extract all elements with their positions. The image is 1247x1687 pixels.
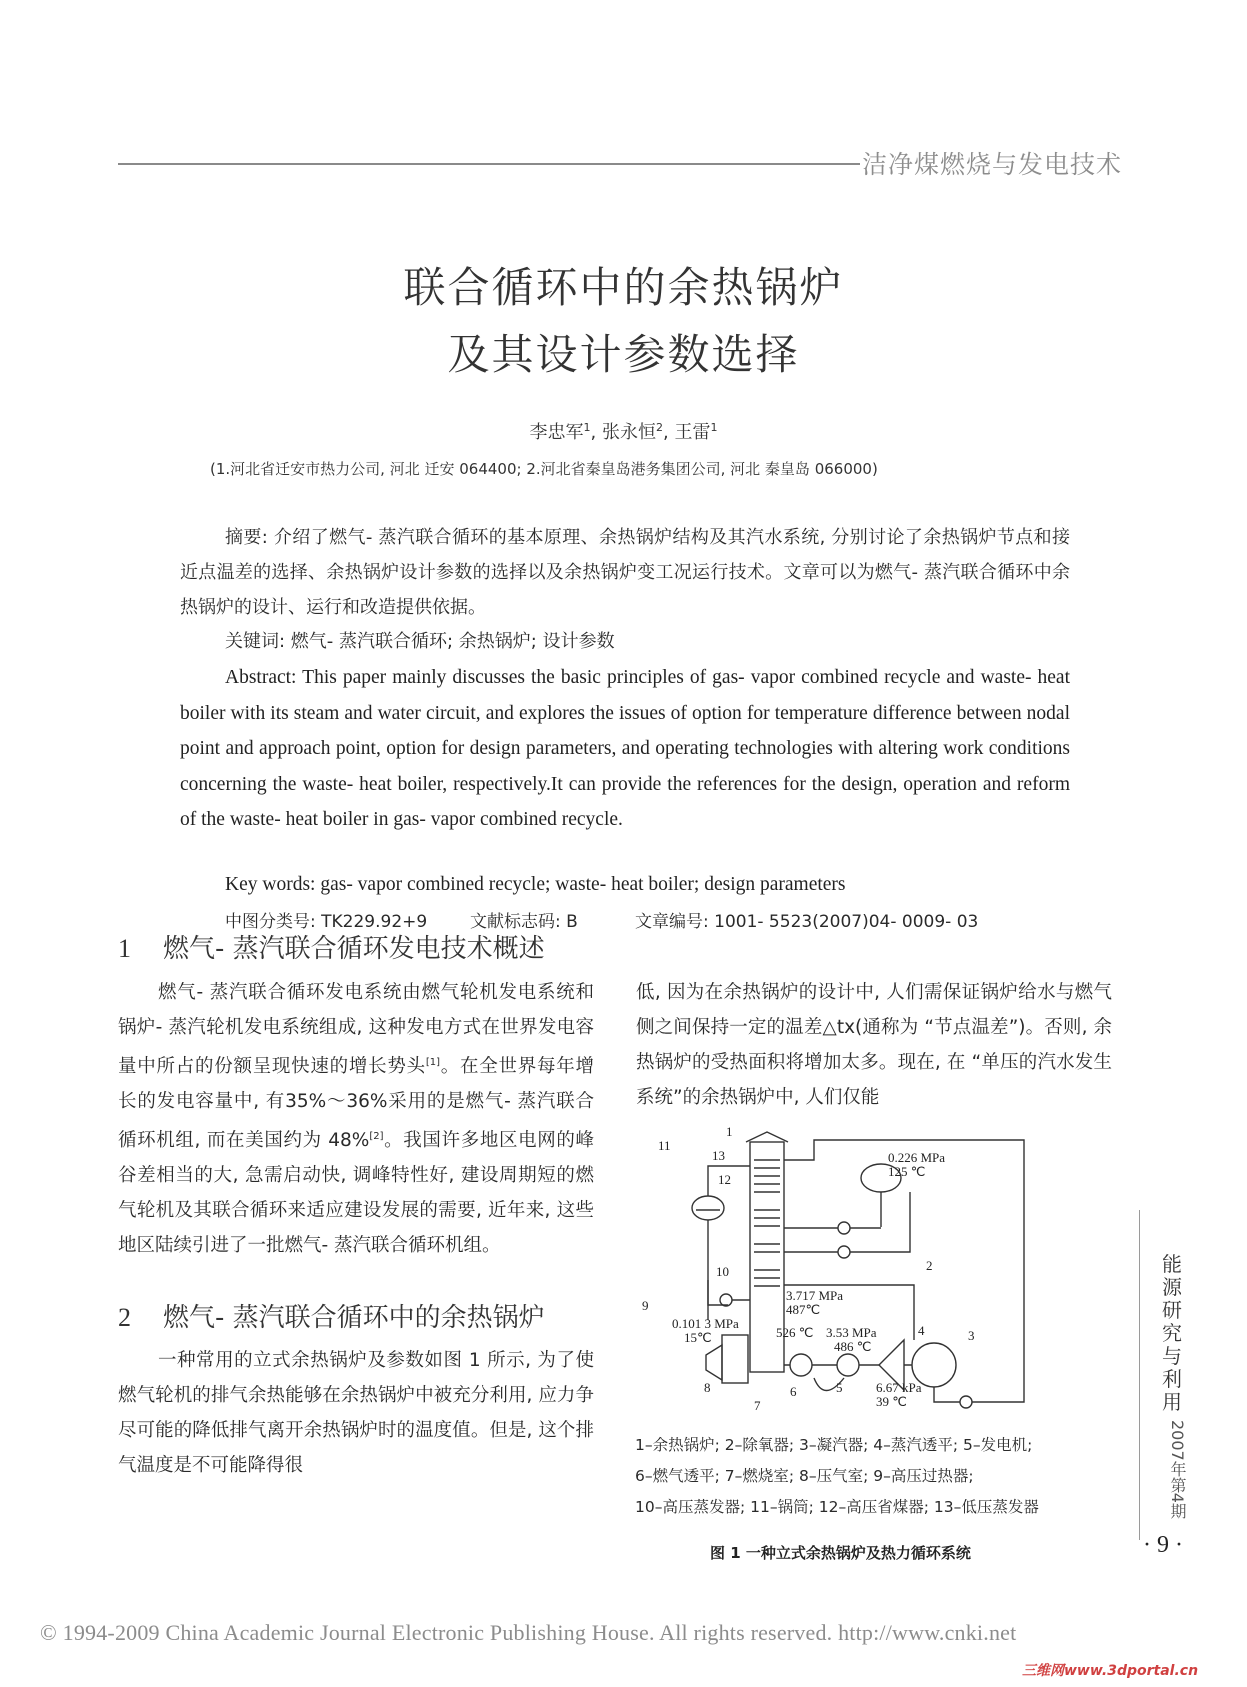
pump (960, 1396, 972, 1408)
affiliation: (1.河北省迁安市热力公司, 河北 迁安 064400; 2.河北省秦皇岛港务集团公司, 河北 秦皇岛 066000) (210, 460, 878, 478)
figure-legend-line: 10–高压蒸发器; 11–锅筒; 12–高压省煤器; 13–低压蒸发器 (635, 1498, 1039, 1516)
section-2-heading (118, 1297, 545, 1334)
section-1-heading (118, 928, 545, 965)
component-number: 8 (704, 1380, 711, 1395)
author-name: 王雷 (674, 422, 711, 443)
citation: [2] (369, 1131, 384, 1143)
component-number: 6 (790, 1384, 797, 1399)
component-number: 1 (726, 1124, 733, 1139)
label-hp-temp: 487℃ (786, 1302, 821, 1317)
author-ref: 1 (710, 421, 718, 434)
component-number: 4 (918, 1323, 925, 1338)
page-number: · 9 · (1143, 1532, 1183, 1558)
label-inlet-pressure: 0.101 3 MPa (672, 1316, 739, 1331)
figure-legend-line: 6–燃气透平; 7–燃烧室; 8–压气室; 9–高压过热器; (635, 1467, 974, 1485)
label-condenser-temp: 39 ℃ (876, 1394, 907, 1409)
section-number: 2 (118, 1303, 131, 1332)
citation: [1] (425, 1057, 441, 1068)
component-number: 7 (754, 1398, 761, 1413)
pump (838, 1246, 850, 1258)
paper-title-line-2: 及其设计参数选择 (447, 330, 800, 379)
generator (790, 1354, 812, 1376)
clc-number: 中图分类号: TK229.92+9 (225, 912, 428, 932)
text-run: 。在全世界每年增长的发电容量中, 有35%～36%采用的是燃气- 蒸汽联合循环机组, 而在美国约为 48% (118, 1056, 594, 1152)
figure-caption: 图 1 一种立式余热锅炉及热力循环系统 (710, 1544, 971, 1562)
section-title: 燃气- 蒸汽联合循环发电技术概述 (163, 934, 545, 964)
section-number: 1 (118, 934, 131, 963)
component-number: 5 (836, 1380, 843, 1395)
sidebar-rule (1139, 1210, 1140, 1540)
journal-name: 能源研究与利用 (1162, 1252, 1182, 1414)
label-deaerator-temp: 125 ℃ (888, 1164, 926, 1179)
label-condenser-pressure: 6.67 kPa (876, 1380, 922, 1395)
boiler-top (746, 1132, 788, 1142)
author-ref: 1 (583, 421, 591, 434)
abstract-english: Abstract: This paper mainly discusses the basic principles of gas- vapor combined recycle and waste- heat boiler with its steam and water circuit, and explores the issues of option for temperature difference between nodal point and approach point, option for design parameters, and operating technologies with altering work conditions concerning the waste- heat boiler, respectively.It can provide the references for the design, operation and reform of the waste- heat boiler in gas- vapor combined recycle. (180, 667, 1070, 830)
document-code: 文献标志码: B (470, 912, 578, 932)
authors: 李忠军$^1$, 张永恒$^2$, 王雷$^1$ (529, 421, 718, 443)
abstract-chinese: 摘要: 介绍了燃气- 蒸汽联合循环的基本原理、余热锅炉结构及其汽水系统, 分别讨论了余热锅炉节点和接近点温差的选择、余热锅炉设计参数的选择以及余热锅炉变工况运行技术。文章可以为燃气- 蒸汽联合循环中余热锅炉的设计、运行和改造提供依据。 (180, 527, 1070, 618)
label-hp-pressure: 3.717 MPa (786, 1288, 844, 1303)
section-2-paragraph: 一种常用的立式余热锅炉及参数如图 1 所示, 为了使燃气轮机的排气余热能够在余热锅炉中被充分利用, 应力争尽可能的降低排气离开余热锅炉时的温度值。但是, 这个排气温度是不可能降得很 (118, 1350, 594, 1476)
pump (838, 1222, 850, 1234)
author-name: 李忠军 (529, 422, 584, 443)
right-column-paragraph: 低, 因为在余热锅炉的设计中, 人们需保证锅炉给水与燃气侧之间保持一定的温差△tx(通称为 “节点温差”)。否则, 余热锅炉的受热面积将增加太多。现在, 在 “单压的汽水发生系统”的余热锅炉中, 人们仅能 (636, 982, 1112, 1108)
figure-legend-line: 1–余热锅炉; 2–除氧器; 3–凝汽器; 4–蒸汽透平; 5–发电机; (635, 1436, 1033, 1454)
generator (837, 1354, 859, 1376)
watermark: 三维网www.3dportal.cn (1022, 1663, 1199, 1679)
gas-turbine (706, 1345, 722, 1380)
label-exhaust-temp: 526 ℃ (776, 1325, 814, 1340)
copyright-footer: © 1994-2009 China Academic Journal Electronic Publishing House. All rights reserved. http://www.cnki.net (40, 1620, 1017, 1645)
section-1-paragraph (118, 975, 594, 1263)
header-rule (118, 163, 860, 165)
component-number: 10 (716, 1264, 729, 1279)
section-title: 燃气- 蒸汽联合循环中的余热锅炉 (163, 1303, 545, 1333)
component-number: 11 (658, 1138, 671, 1153)
section-label: 洁净煤燃烧与发电技术 (862, 150, 1123, 179)
combustor (722, 1335, 748, 1383)
pump (720, 1294, 732, 1306)
text-run: 燃气- 蒸汽联合循环发电系统由燃气轮机发电系统和锅炉- 蒸汽轮机发电系统组成, 这种发电方式在世界发电容量中所占的份额呈现快速的增长势头 (118, 982, 594, 1078)
keywords-english: Key words: gas- vapor combined recycle; waste- heat boiler; design parameters (225, 874, 846, 895)
text-run: 。我国许多地区电网的峰谷差相当的大, 急需启动快, 调峰特性好, 建设周期短的燃气轮机及其联合循环来适应建设发展的需要, 近年来, 这些地区陆续引进了一批燃气- 蒸汽联合循环机组。 (118, 1130, 594, 1257)
label-steam-pressure: 3.53 MPa (826, 1325, 877, 1340)
component-number: 9 (642, 1298, 649, 1313)
label-deaerator-pressure: 0.226 MPa (888, 1150, 946, 1165)
author-name: 张永恒 (602, 422, 656, 443)
component-number: 13 (712, 1148, 725, 1163)
component-number: 3 (968, 1328, 975, 1343)
label-steam-temp: 486 ℃ (834, 1339, 872, 1354)
heat-exchanger-coils (754, 1160, 780, 1286)
boiler-cycle-diagram (642, 1124, 1086, 1413)
article-number: 文章编号: 1001- 5523(2007)04- 0009- 03 (635, 912, 979, 932)
component-number: 2 (926, 1258, 933, 1273)
issue-label: 2007年第4期 (1168, 1420, 1187, 1519)
author-ref: 2 (656, 421, 663, 434)
label-inlet-temp: 15℃ (684, 1330, 712, 1345)
paper-title-line-1: 联合循环中的余热锅炉 (403, 263, 844, 312)
drum-11 (692, 1196, 724, 1220)
keywords-chinese: 关键词: 燃气- 蒸汽联合循环; 余热锅炉; 设计参数 (225, 631, 615, 652)
component-number: 12 (718, 1172, 731, 1187)
